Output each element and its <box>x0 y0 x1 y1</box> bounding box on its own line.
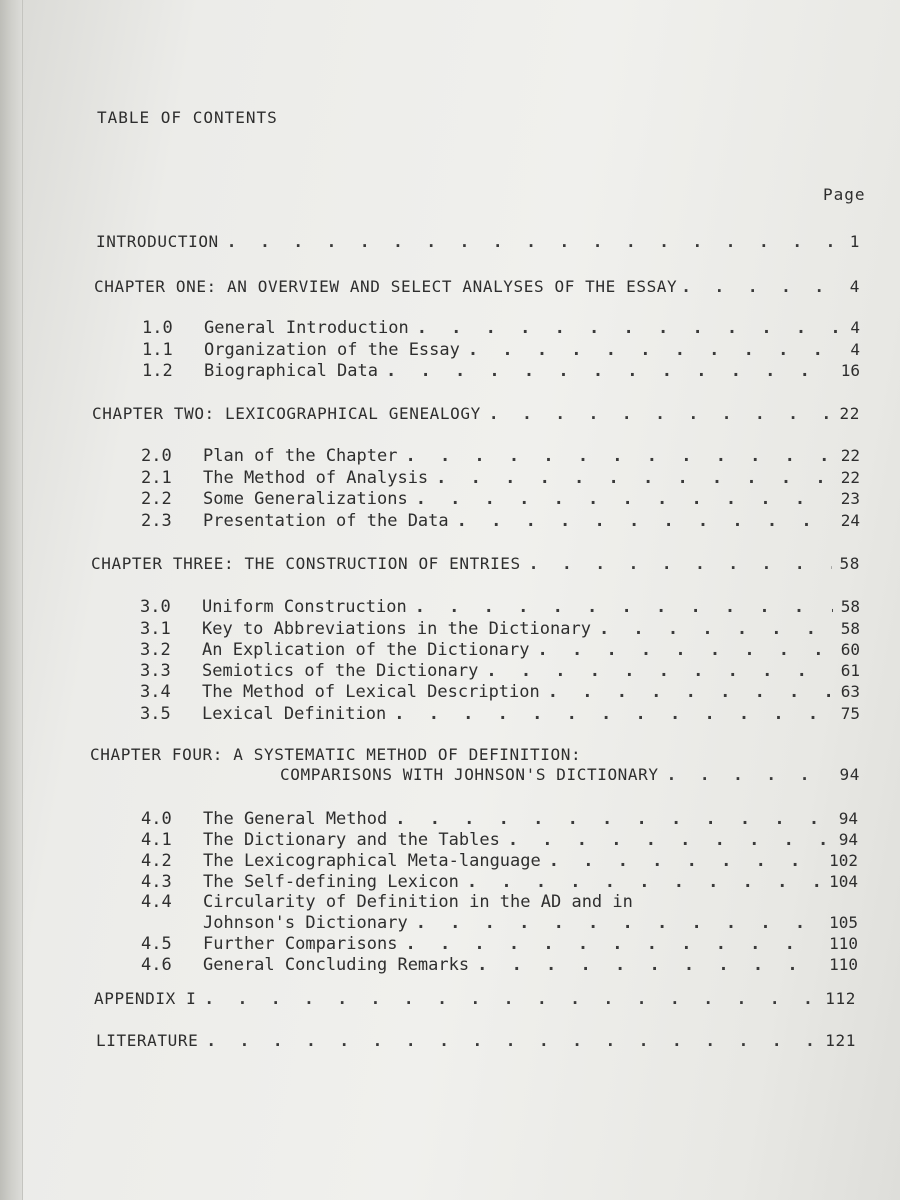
section-number: 3.2 <box>140 640 171 660</box>
section-title: Circularity of Definition in the AD and in <box>203 892 633 912</box>
section-title: The Method of Lexical Description <box>202 682 540 702</box>
leader-dots <box>204 989 817 1008</box>
toc-page-number: 16 <box>840 361 860 380</box>
leader-dots <box>395 809 831 829</box>
toc-page-number: 4 <box>849 277 860 296</box>
toc-page-number: 112 <box>825 989 856 1008</box>
toc-page-number: 58 <box>839 554 860 573</box>
toc-entry-label: APPENDIX I <box>94 989 197 1008</box>
toc-chapter-label: CHAPTER FOUR: A SYSTEMATIC METHOD OF DEFINITION: <box>90 745 582 764</box>
toc-title: TABLE OF CONTENTS <box>97 108 278 127</box>
toc-chapter-four-cont <box>280 765 860 789</box>
leader-dots <box>457 511 833 531</box>
leader-dots <box>386 361 833 381</box>
leader-dots <box>599 619 833 639</box>
section-number: 2.1 <box>141 468 172 488</box>
toc-chapter-label: CHAPTER THREE: THE CONSTRUCTION OF ENTRIES <box>91 554 521 573</box>
section-title: Lexical Definition <box>202 704 387 724</box>
toc-page-number: 102 <box>829 851 858 870</box>
toc-page-number: 4 <box>850 340 860 359</box>
toc-section <box>140 704 860 728</box>
section-title: General Concluding Remarks <box>203 955 470 975</box>
leader-dots <box>416 913 821 933</box>
toc-chapter-two <box>92 404 860 428</box>
toc-page-number: 23 <box>840 489 860 508</box>
book-spine-shadow <box>0 0 23 1200</box>
leader-dots <box>405 446 832 466</box>
toc-page-number: 104 <box>829 872 858 891</box>
section-number: 4.6 <box>141 955 172 975</box>
section-title: The Lexicographical Meta-language <box>203 851 541 871</box>
toc-chapter-label: CHAPTER TWO: LEXICOGRAPHICAL GENEALOGY <box>92 404 481 423</box>
leader-dots <box>548 682 833 702</box>
toc-entry-label: LITERATURE <box>96 1031 199 1050</box>
toc-page-number: 22 <box>840 446 860 465</box>
toc-chapter-label: CHAPTER ONE: AN OVERVIEW AND SELECT ANALYSES OF THE ESSAY <box>94 277 678 296</box>
toc-chapter-three <box>91 554 860 578</box>
section-number: 2.3 <box>141 511 172 531</box>
section-number: 2.0 <box>141 446 172 466</box>
leader-dots <box>529 554 832 573</box>
section-number: 4.4 <box>141 892 172 912</box>
section-title: Biographical Data <box>204 361 378 381</box>
leader-dots <box>415 597 833 617</box>
toc-page-number: 58 <box>840 619 860 638</box>
leader-dots <box>417 318 843 338</box>
toc-page-number: 94 <box>838 830 858 849</box>
toc-page-number: 24 <box>840 511 860 530</box>
section-title: The Method of Analysis <box>203 468 429 488</box>
toc-page-number: 4 <box>850 318 860 337</box>
toc-entry-label: INTRODUCTION <box>96 232 219 251</box>
leader-dots <box>468 340 842 360</box>
section-title: Key to Abbreviations in the Dictionary <box>202 619 591 639</box>
toc-page-number: 121 <box>825 1031 856 1050</box>
section-title: Some Generalizations <box>203 489 408 509</box>
toc-section <box>142 361 860 385</box>
section-number: 3.0 <box>140 597 171 617</box>
leader-dots <box>667 765 832 784</box>
section-title: The Dictionary and the Tables <box>203 830 500 850</box>
section-number: 4.3 <box>141 872 172 892</box>
toc-section <box>140 682 860 706</box>
toc-page-number: 94 <box>838 809 858 828</box>
toc-page-number: 110 <box>829 955 858 974</box>
section-title: Semiotics of the Dictionary <box>202 661 479 681</box>
toc-page-number: 63 <box>840 682 860 701</box>
section-number: 4.2 <box>141 851 172 871</box>
toc-page-number: 1 <box>849 232 860 251</box>
toc-page-number: 61 <box>840 661 860 680</box>
section-number: 4.5 <box>141 934 172 954</box>
leader-dots <box>416 489 833 509</box>
toc-page-number: 75 <box>840 704 860 723</box>
section-number: 1.0 <box>142 318 173 338</box>
section-number: 3.5 <box>140 704 171 724</box>
section-title: Uniform Construction <box>202 597 407 617</box>
toc-section <box>141 489 860 513</box>
leader-dots <box>538 640 833 660</box>
leader-dots <box>508 830 831 850</box>
leader-dots <box>489 404 832 423</box>
leader-dots <box>227 232 842 251</box>
leader-dots <box>394 704 833 724</box>
section-title: Plan of the Chapter <box>203 446 398 466</box>
section-title: An Explication of the Dictionary <box>202 640 530 660</box>
section-number: 1.2 <box>142 361 173 381</box>
toc-entry-introduction <box>96 232 860 256</box>
section-number: 2.2 <box>141 489 172 509</box>
toc-section <box>142 318 860 342</box>
toc-page-number: 105 <box>829 913 858 932</box>
toc-page-number: 22 <box>840 468 860 487</box>
leader-dots <box>477 955 821 975</box>
toc-page-number: 58 <box>840 597 860 616</box>
section-number: 3.3 <box>140 661 171 681</box>
section-number: 4.1 <box>141 830 172 850</box>
toc-entry-literature <box>96 1031 856 1055</box>
section-title: Presentation of the Data <box>203 511 449 531</box>
leader-dots <box>549 851 821 871</box>
section-title-continued: Johnson's Dictionary <box>203 913 408 933</box>
leader-dots <box>436 468 833 488</box>
section-number: 4.0 <box>141 809 172 829</box>
leader-dots <box>486 661 832 681</box>
toc-page-number: 60 <box>840 640 860 659</box>
leader-dots <box>206 1031 817 1050</box>
section-title: General Introduction <box>204 318 409 338</box>
leader-dots <box>467 872 821 892</box>
section-title: Further Comparisons <box>203 934 398 954</box>
section-number: 3.4 <box>140 682 171 702</box>
toc-page-number: 94 <box>839 765 860 784</box>
section-number: 1.1 <box>142 340 173 360</box>
toc-section <box>141 446 860 470</box>
toc-entry-appendix <box>94 989 856 1013</box>
section-title: The General Method <box>203 809 388 829</box>
section-title: Organization of the Essay <box>204 340 460 360</box>
toc-section <box>140 597 860 621</box>
section-title: The Self-defining Lexicon <box>203 872 459 892</box>
toc-section <box>141 955 858 979</box>
toc-chapter-one <box>94 277 860 301</box>
toc-page-number: 22 <box>839 404 860 423</box>
section-number: 3.1 <box>140 619 171 639</box>
toc-page-number: 110 <box>829 934 858 953</box>
toc-section <box>141 511 860 535</box>
page-column-heading: Page <box>823 185 866 204</box>
leader-dots <box>681 277 845 296</box>
leader-dots <box>405 934 821 954</box>
toc-chapter-label-continued: COMPARISONS WITH JOHNSON'S DICTIONARY <box>280 765 659 784</box>
